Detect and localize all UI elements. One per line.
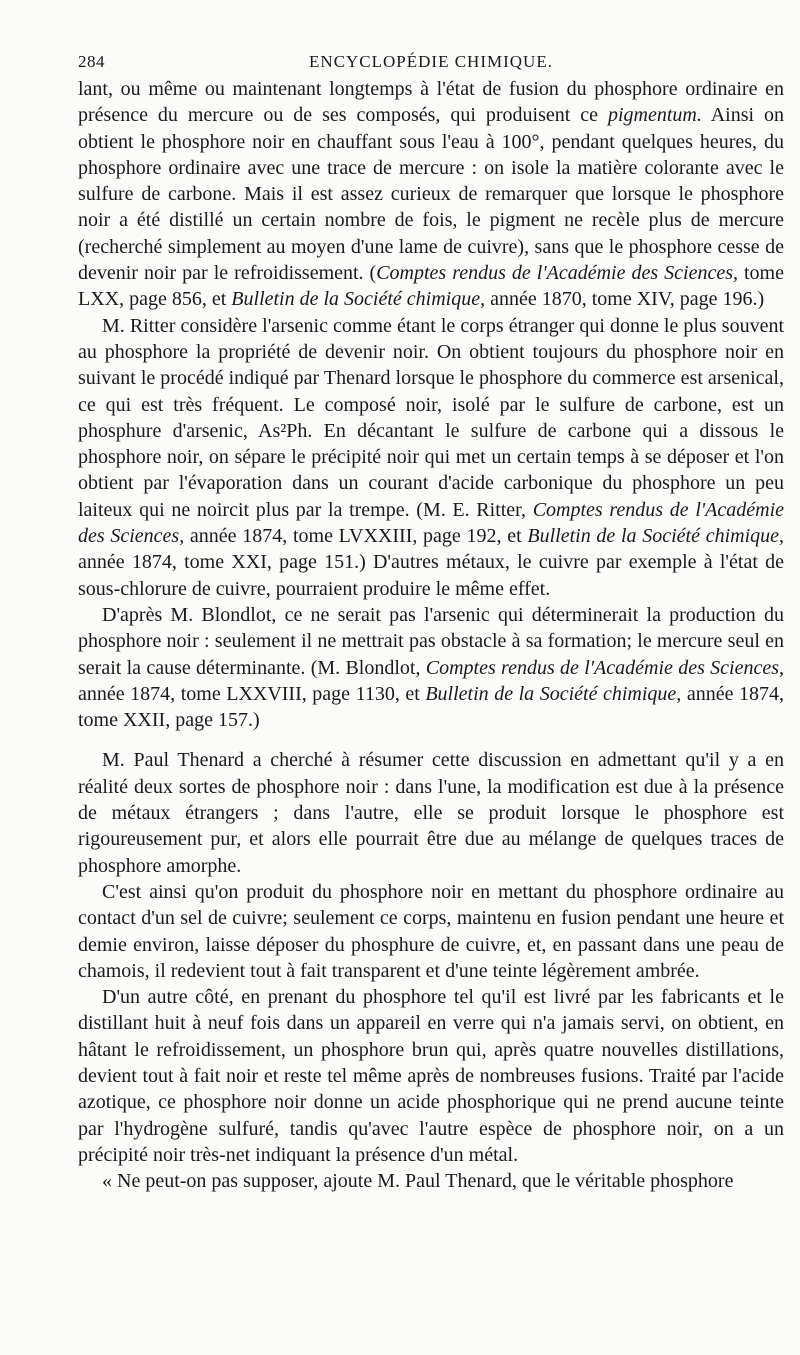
citation-title: Bulletin de la Société chimique, (425, 682, 682, 705)
citation-title: Comptes rendus de l'Académie des Sciences, (376, 262, 738, 285)
text-run: « Ne peut-on pas supposer, ajoute M. Paul Thenard, que le véritable phosphore (102, 1170, 734, 1193)
paragraph (78, 879, 784, 984)
citation-title: Bulletin de la Société chimique, (527, 525, 785, 548)
paragraph (78, 747, 784, 878)
text-run: M. Ritter considère l'arsenic comme étant le corps étranger qui donne le plus souvent au phosphore la propriété de devenir noir. On obtient toujours du phosphore noir en suivant le procédé indiqué par Thenard lorsque le phosphore du commerce est arsenical, ce qui est très fréquent. Le composé noir, isolé par le sulfure de carbone, est un phosphure d'arsenic, As²Ph. En décantant le sulfure de carbone qui a dissous le phosphore noir, on sépare le précipité noir qui met un certain temps à se déposer et l'on obtient par l'évaporation dans un courant d'acide carbonique du phosphore un peu laiteux qui ne noircit plus par la trempe. (M. E. Ritter, (78, 314, 784, 521)
citation-title: Comptes rendus de l'Académie des Sciences, (425, 656, 784, 679)
text-run: année 1874, tome LXXVIII, page 1130, et (78, 682, 426, 705)
text-run: D'un autre côté, en prenant du phosphore tel qu'il est livré par les fabricants et le distillant huit à neuf fois dans un appareil en verre qui n'a jamais servi, on obtient, en hâtant le refroidissement, un phosphore brun qui, après quatre nouvelles distillations, devient tout à fait noir et reste tel même après de nombreuses fusions. Traité par l'acide azotique, ce phosphore noir donne un acide phosphorique qui ne prend aucune teinte par l'hydrogène sulfuré, tandis qu'avec l'autre espèce de phosphore noir, on a un précipité noir très-net indiquant la présence d'un métal. (78, 986, 784, 1166)
text-run: année 1870, tome XIV, page 196.) (485, 288, 765, 311)
running-head (78, 52, 784, 76)
text-run: D'après M. Blondlot, ce ne serait pas l'arsenic qui déterminerait la production du phosphore noir : seulement il ne mettrait pas obstacle à sa formation; le mercure seul en serait la cause déterminante. (M. Blondlot, (78, 603, 784, 679)
text-run: M. Paul Thenard a cherché à résumer cette discussion en admettant qu'il y a en réalité deux sortes de phosphore noir : dans l'une, la modification est due à la présence de métaux étrangers ; dans l'autre, elle se produit lorsque le phosphore est rigoureusement pur, et alors elle pourrait être due au mélange de quelques traces de phosphore amorphe. (78, 749, 784, 877)
page-number: 284 (78, 52, 105, 71)
paragraph (78, 76, 784, 313)
citation-title: Bulletin de la Société chimique, (231, 288, 486, 311)
text-run: lant, ou même ou maintenant longtemps à l'état de fusion du phosphore ordinaire en présence du mercure ou de ses composés, qui produisent ce (78, 78, 784, 127)
text-run: Ainsi on obtient le phosphore noir en chauffant sous l'eau à 100°, pendant quelques heures, du phosphore ordinaire avec une trace de mercure : on isole la matière colorante avec le sulfure de carbone. Mais il est assez curieux de remarquer que lorsque le phosphore noir a été distillé un certain nombre de fois, le pigment ne recèle plus de mercure (recherché simplement au moyen d'une lame de cuivre), sans que le phosphore cesse de devenir noir par le refroidissement. ( (78, 104, 784, 285)
citation-title: pigmentum. (607, 104, 702, 127)
text-run: C'est ainsi qu'on produit du phosphore noir en mettant du phosphore ordinaire au contact d'un sel de cuivre; seulement ce corps, maintenu en fusion pendant une heure et demie environ, laisse déposer du phosphure de cuivre, et, en passant dans une peau de chamois, il redevient tout à fait transparent et d'une teinte légèrement ambrée. (78, 880, 784, 982)
paragraph (78, 984, 784, 1168)
text-run: année 1874, tome XXI, page 151.) D'autres métaux, le cuivre par exemple à l'état de sous-chlorure de cuivre, pourraient produire le même effet. (78, 551, 784, 600)
paragraph (78, 1168, 784, 1194)
page-header-title: ENCYCLOPÉDIE CHIMIQUE. (309, 52, 553, 71)
paragraph (78, 313, 784, 602)
text-run: année 1874, tome LVXXIII, page 192, et (184, 525, 528, 548)
citation-title: Comptes rendus de l'Académie des Sciences, (78, 498, 784, 548)
paragraph (78, 602, 784, 733)
text-run: année 1874, tome XXII, page 157.) (78, 682, 784, 732)
text-run: tome LXX, page 856, et (78, 262, 784, 311)
body-text (78, 76, 784, 1194)
